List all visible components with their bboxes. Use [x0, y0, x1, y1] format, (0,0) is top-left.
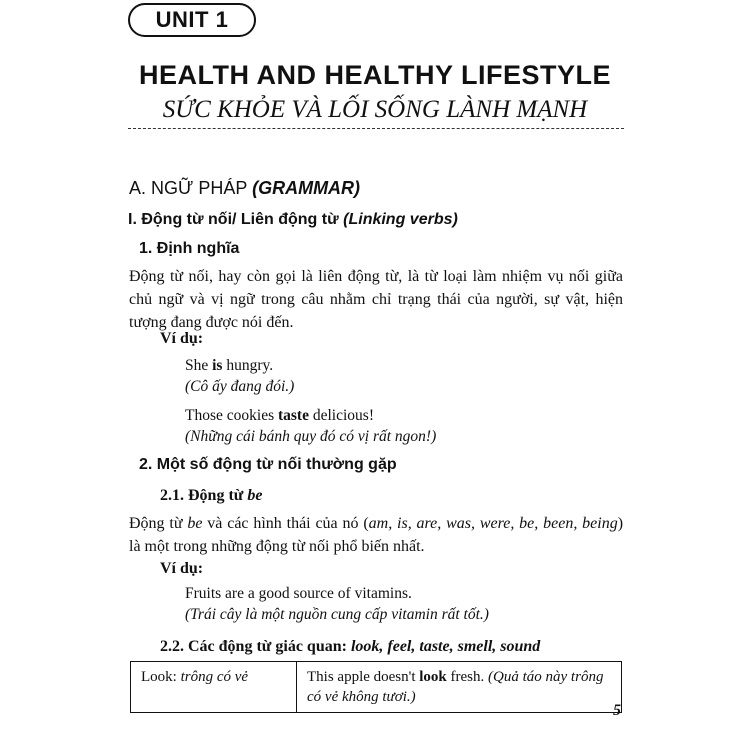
- example-verb: taste: [277, 407, 309, 424]
- subheading-definition: 1. Định nghĩa: [139, 240, 240, 257]
- table-example-text: fresh.: [446, 669, 489, 685]
- para-text: Động từ: [129, 515, 188, 532]
- subheading-main: 2.1. Động từ: [160, 487, 248, 504]
- example-verb: is: [212, 357, 223, 374]
- example-sentence: [185, 405, 374, 426]
- table-example-text: This apple doesn't: [307, 669, 420, 685]
- page-number: 5: [613, 702, 621, 719]
- chapter-title: HEALTH AND HEALTHY LIFESTYLE: [139, 60, 611, 90]
- subheading-sub: be: [247, 487, 263, 504]
- table-meaning: trông có vẻ: [176, 669, 249, 685]
- unit-label: UNIT 1: [155, 7, 229, 32]
- para-text: ) là một trong những động từ nối phổ biến nhất.: [129, 515, 624, 555]
- verb-be-paragraph: [129, 512, 623, 558]
- table-example-verb: look: [419, 669, 447, 685]
- table-cell-example: [297, 662, 622, 713]
- section-heading-linking-verbs: [128, 211, 458, 229]
- section-a-main: A. NGỮ PHÁP: [129, 178, 253, 198]
- table-cell-verb: [131, 662, 297, 713]
- section-a-sub: (GRAMMAR): [252, 178, 361, 198]
- section-heading-grammar: [129, 178, 360, 199]
- example-label: Ví dụ:: [160, 560, 204, 577]
- example-text: hungry.: [222, 357, 274, 374]
- subheading-main: 2.2. Các động từ giác quan:: [160, 638, 351, 655]
- para-text: và các hình thái của nó (: [202, 515, 369, 532]
- para-italic: am, is, are, was, were, be, been, being: [368, 515, 618, 532]
- example-translation: (Trái cây là một nguồn cung cấp vitamin rất tốt.): [185, 606, 489, 623]
- example-sentence: Fruits are a good source of vitamins.: [185, 585, 412, 602]
- section-i-main: I. Động từ nối/ Liên động từ: [128, 211, 344, 228]
- example-translation: (Những cái bánh quy đó có vị rất ngon!): [185, 428, 437, 445]
- example-translation: (Cô ấy đang đói.): [185, 378, 295, 395]
- unit-badge: [128, 3, 256, 37]
- subheading-sub: look, feel, taste, smell, sound: [350, 638, 541, 655]
- example-text: Those cookies: [185, 407, 278, 424]
- dashed-divider: [128, 128, 624, 129]
- section-i-sub: (Linking verbs): [343, 211, 458, 228]
- sense-verbs-table: [130, 661, 622, 713]
- table-verb: Look:: [141, 669, 177, 685]
- subheading-common-linking-verbs: 2. Một số động từ nối thường gặp: [139, 456, 397, 473]
- example-text: delicious!: [308, 407, 374, 424]
- para-italic: be: [187, 515, 203, 532]
- definition-paragraph: Động từ nối, hay còn gọi là liên động từ, là từ loại làm nhiệm vụ nối giữa chủ ngữ và vị ngữ trong câu nhằm chỉ trạng thái của người, sự vật, hiện tượng đang được nói đến.: [129, 268, 623, 331]
- example-sentence: [185, 355, 273, 376]
- table-row: [131, 662, 622, 713]
- subheading-verb-be: [160, 487, 263, 505]
- subheading-sense-verbs: [160, 638, 540, 656]
- example-text: She: [185, 357, 213, 374]
- chapter-subtitle: SỨC KHỎE VÀ LỐI SỐNG LÀNH MẠNH: [162, 96, 588, 123]
- table-example-translation: (Quả táo này trông có vẻ không tươi.): [307, 669, 604, 705]
- example-label: Ví dụ:: [160, 330, 204, 347]
